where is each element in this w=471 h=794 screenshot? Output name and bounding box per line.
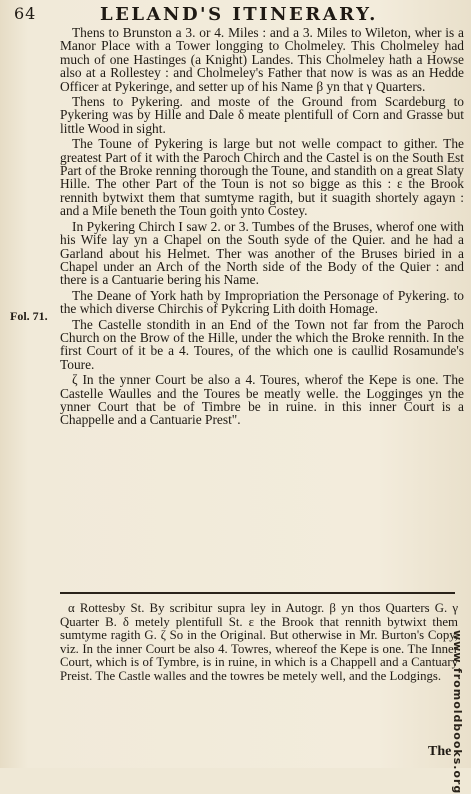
folio-margin-note: Fol. 71. <box>10 309 48 323</box>
paragraph: The Castelle stondith in an End of the Town not far from the Paroch Church on the Brow of the Hille, under the which the Broke rennith. In the first Court of it be a 4. Toures, of the which one is caullid Rosamunde's Toure. <box>60 316 464 372</box>
paragraph: ζ In the ynner Court be also a 4. Toures, wherof the Kepe is one. The Castelle Waulles and the Toures be meatly welle. the Logginges yn the ynner Court that be of Timbre be in ruine. in this inner Court is a Chappelle and a Cantuarie Prest". <box>60 372 464 428</box>
watermark-text: www.fromoldbooks.org <box>451 630 464 794</box>
paragraph: In Pykering Chirch I saw 2. or 3. Tumbes of the Bruses, wherof one with his Wife lay yn a Chapel on the South syde of the Quier. and he had a Garland about his Helmet. Ther was another of the Bruses biried in a Chapel under an Arch of the North side of the Body of the Quier : and there is a Cantuarie bering his Name. <box>60 218 464 288</box>
paragraph: Thens to Pykering. and moste of the Ground from Scardeburg to Pykering was by Hille and Dale δ meate plentifull of Corn and Grasse but little Wood in sight. <box>60 94 464 136</box>
footnote-divider <box>60 592 455 594</box>
page-header <box>14 4 454 24</box>
running-head: LELAND'S ITINERARY. <box>100 4 378 25</box>
footnote-text: α Rottesby St. By scribitur supra ley in Autogr. β yn thos Quarters G. γ Quarter B. δ metely plentifull St. ε the Brook that rennith bytwixt them sumtyme ragith G. ζ So in the Original. But otherwise in Mr. Burton's Copy, viz. In the inner Court be also 4. Towres, whereof the Kepe is one. The Inner Court, which is of Tymbre, is in ruine, in which is a Chappell and a Cantuary Preist. The Castle walles and the towres be metely well, and the Lodgings. <box>60 601 458 683</box>
footnotes <box>60 602 458 684</box>
catchword: The <box>428 744 452 759</box>
paragraph: The Toune of Pykering is large but not welle compact to gither. The greatest Part of it with the Paroch Chirch and the Castel is on the South Est Part of the Broke renning thorough the Toune, and standith on a great Slaty Hille. The other Part of the Toun is not so bigge as this : ε the Brook rennith bytwixt them that sumtyme ragith, but it suagith shortely agayn : and a Mile beneth the Toun goith ynto Costey. <box>60 136 464 219</box>
main-text <box>60 26 464 429</box>
page-number: 64 <box>14 4 37 23</box>
paragraph: Thens to Brunston a 3. or 4. Miles : and a 3. Miles to Wileton, wher is a Manor Place with a Tower longging to Cholmeley. This Cholmeley had much of one Hastinges (a Knight) Landes. This Cholmeley hath a Howse also at a Rollestey : and Cholmeley's Father that now is was as an Hedde Officer at Pykeringe, and setter up of his Name β yn that γ Quarters. <box>60 25 464 94</box>
paragraph: The Deane of York hath by Impropriation the Personage of Pykering. to the which diverse Chirchis of Pykcring Lith doith Homage. <box>60 287 464 317</box>
